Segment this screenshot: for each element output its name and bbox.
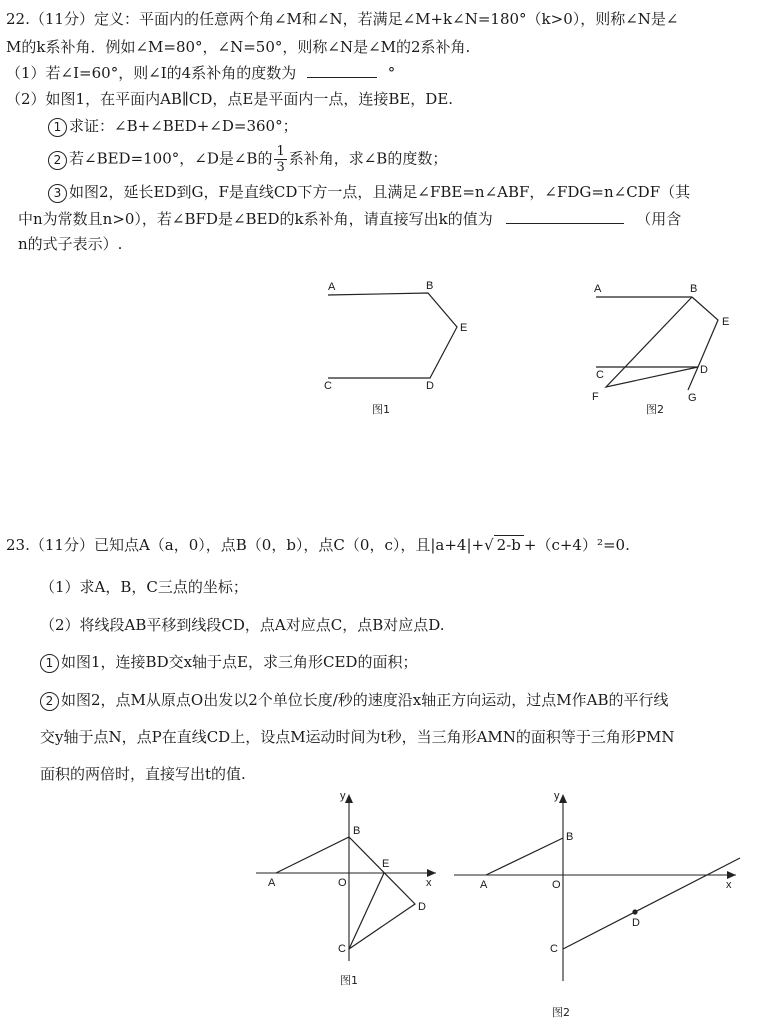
q22-part1-degree: ° xyxy=(387,64,396,82)
q22-fig2-label-C: C xyxy=(596,369,604,381)
q22-fig1-label-E: E xyxy=(460,322,468,334)
q23-heading-post: +（c+4）²=0. xyxy=(523,536,630,554)
q22-sub2-denominator: 3 xyxy=(276,160,285,175)
q22-sub3-line2 xyxy=(18,208,681,230)
q23-fig1-label-B: B xyxy=(353,825,361,837)
q22-figure2 xyxy=(580,275,750,425)
q23-sub1 xyxy=(40,651,417,673)
q22-sub3-mark: 3 xyxy=(48,184,67,203)
q22-sub2-mark: 2 xyxy=(48,151,67,170)
q22-sub3-text2-post: （用含 xyxy=(636,210,682,228)
q22-sub3-answer-blank[interactable] xyxy=(506,209,624,224)
q23-fig2-caption: 图2 xyxy=(552,1006,570,1019)
q22-fig1-path xyxy=(328,293,457,378)
q22-figure1 xyxy=(310,275,480,425)
q23-fig1-label-E: E xyxy=(382,858,390,870)
q22-fig1-label-C: C xyxy=(324,380,332,392)
q23-figure1 xyxy=(252,786,442,1011)
q23-fig2-label-A: A xyxy=(480,879,488,891)
q23-fig2-AB xyxy=(486,838,563,875)
q22-fig2-caption: 图2 xyxy=(646,403,664,416)
q22-sub1-mark: 1 xyxy=(48,118,67,137)
q22-part1-answer-blank[interactable] xyxy=(307,63,377,78)
q22-fig2-BEDG xyxy=(688,297,718,390)
q23-sub2-line3: 面积的两倍时，直接写出t的值. xyxy=(40,765,246,783)
q22-fig1-label-D: D xyxy=(426,380,434,392)
q22-fig1-label-B: B xyxy=(426,280,434,292)
q23-fig1-label-D: D xyxy=(418,901,426,913)
q23-fig2-y-arrow xyxy=(559,794,567,803)
q23-fig1-label-O: O xyxy=(338,877,347,889)
q23-fig1-y-arrow xyxy=(345,794,353,803)
q22-sub3-line1 xyxy=(48,181,690,203)
q23-part1: （1）求A，B，C三点的坐标； xyxy=(40,578,248,596)
q22-sub1-text: 求证：∠B+∠BED+∠D=360°； xyxy=(69,117,298,135)
q22-part2: （2）如图1，在平面内AB∥CD，点E是平面内一点，连接BE，DE. xyxy=(6,90,454,108)
q23-fig2-label-x: x xyxy=(726,879,732,891)
q22-fig2-label-A: A xyxy=(594,283,602,295)
q23-sub2-line1 xyxy=(40,689,668,711)
q22-sub2-post: 系补角，求∠B的度数； xyxy=(288,149,448,168)
q22-fig2-label-B: B xyxy=(690,283,698,295)
q22-fig2-label-G: G xyxy=(688,392,697,404)
q23-fig1-label-A: A xyxy=(268,877,276,889)
q23-sub2-mark: 2 xyxy=(40,692,59,711)
q22-sub2-fraction xyxy=(274,144,286,175)
q22-part1 xyxy=(6,62,395,84)
q22-sub3-line3: n的式子表示）. xyxy=(18,235,123,253)
q22-sub3-text1: 如图2，延长ED到G，F是直线CD下方一点，且满足∠FBE=n∠ABF，∠FDG=n∠CDF（其 xyxy=(69,183,691,201)
q23-fig1-ABDC xyxy=(276,837,415,949)
q22-fig1-label-A: A xyxy=(328,281,336,293)
q22-fig1-caption: 图1 xyxy=(372,403,390,416)
q22-fig2-BFD xyxy=(606,297,698,387)
q23-heading: 23.（11分）已知点A（a，0），点B（0，b），点C（0，c），且|a+4|+√ 2-b +（c+4）²=0. xyxy=(6,536,630,554)
q23-fig2-line-CD xyxy=(563,858,740,949)
q23-fig2-label-O: O xyxy=(552,879,561,891)
q23-fig2-x-arrow xyxy=(727,871,736,879)
q23-part2: （2）将线段AB平移到线段CD，点A对应点C，点B对应点D. xyxy=(40,616,445,634)
q23-fig1-caption: 图1 xyxy=(340,974,358,987)
q23-sub1-text: 如图1，连接BD交x轴于点E，求三角形CED的面积； xyxy=(61,653,418,671)
q23-fig1-label-y: y xyxy=(340,790,346,802)
q23-fig2-label-y: y xyxy=(554,790,560,802)
q23-figure2 xyxy=(450,786,750,1021)
q23-fig1-x-arrow xyxy=(427,869,436,877)
q22-sub1 xyxy=(48,115,298,137)
q22-part1-text: （1）若∠I=60°，则∠I的4系补角的度数为 xyxy=(6,64,297,82)
q22-heading: 22.（11分）定义：平面内的任意两个角∠M和∠N，若满足∠M+k∠N=180°（k>0），则称∠N是∠ xyxy=(6,10,679,28)
q23-sub2-text1: 如图2，点M从原点O出发以2个单位长度/秒的速度沿x轴正方向运动，过点M作AB的平行线 xyxy=(61,691,669,709)
q23-fig1-label-x: x xyxy=(426,877,432,889)
q23-fig2-point-D xyxy=(632,909,637,914)
q23-fig2-label-C: C xyxy=(550,943,558,955)
q23-fig2-label-D: D xyxy=(632,917,640,929)
q23-sub1-mark: 1 xyxy=(40,654,59,673)
q22-sub3-text2: 中n为常数且n>0），若∠BFD是∠BED的k系补角，请直接写出k的值为 xyxy=(18,210,493,228)
q22-fig2-label-F: F xyxy=(592,391,599,403)
q23-sub2-line2: 交y轴于点N，点P在直线CD上，设点M运动时间为t秒，当三角形AMN的面积等于三角形PMN xyxy=(40,728,675,746)
q22-fig2-label-E: E xyxy=(722,316,730,328)
q22-fig2-label-D: D xyxy=(700,364,708,376)
q23-fig2-label-B: B xyxy=(566,831,574,843)
q23-heading-sqrt: 2-b xyxy=(494,535,524,554)
q22-definition-line2: M的k系补角．例如∠M=80°，∠N=50°，则称∠N是∠M的2系补角. xyxy=(6,38,471,56)
q22-sub2 xyxy=(48,144,447,175)
q22-sub2-numerator: 1 xyxy=(276,144,285,159)
q22-sub2-pre: 若∠BED=100°，∠D是∠B的 xyxy=(69,149,273,168)
q23-heading-pre: 23.（11分）已知点A（a，0），点B（0，b），点C（0，c），且|a+4|+ xyxy=(6,536,485,554)
q23-fig1-label-C: C xyxy=(338,943,346,955)
